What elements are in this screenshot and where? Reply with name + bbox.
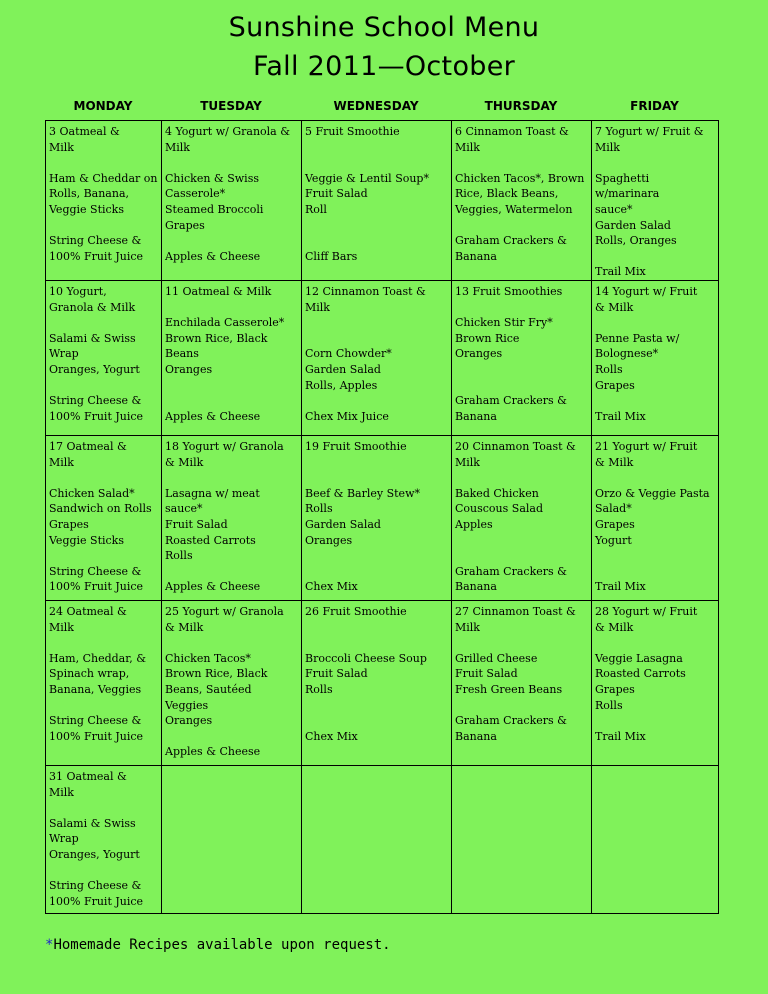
menu-item-line: Garden Salad	[595, 218, 671, 232]
menu-item-line: Rolls, Oranges	[595, 234, 677, 248]
menu-item-line: Salami & Swiss	[49, 816, 136, 830]
menu-item-line: Baked Chicken	[455, 486, 539, 500]
blank-line	[165, 378, 298, 394]
menu-item-line: 18 Yogurt w/ Granola	[165, 439, 284, 453]
day-cell	[162, 280, 302, 435]
day-cell	[592, 121, 719, 281]
menu-item-line: Milk	[49, 140, 74, 154]
menu-item-line: Apples & Cheese	[165, 580, 261, 594]
menu-item-line: 11 Oatmeal & Milk	[165, 284, 272, 298]
menu-item-line: Yogurt	[595, 533, 632, 547]
menu-item-line: Sandwich on Rolls	[49, 502, 152, 516]
menu-item-line: Fruit Salad	[455, 667, 518, 681]
day-cell	[592, 765, 719, 913]
blank-line	[49, 315, 158, 331]
day-cell	[162, 765, 302, 913]
menu-item-line: Milk	[165, 140, 190, 154]
menu-item-line: Graham Crackers &	[455, 564, 567, 578]
menu-item-line: 28 Yogurt w/ Fruit	[595, 604, 698, 618]
menu-item-line: Salami & Swiss	[49, 331, 136, 345]
menu-item-line: Penne Pasta w/	[595, 331, 680, 345]
day-cell	[46, 280, 162, 435]
day-cell	[302, 280, 452, 435]
menu-item-line: Milk	[305, 300, 330, 314]
menu-item-line: Beans, Sautéed Veggies	[165, 682, 252, 712]
menu-item-line: String Cheese &	[49, 394, 142, 408]
menu-item-line: 100% Fruit Juice	[49, 249, 144, 263]
menu-item-line: sauce*	[595, 202, 633, 216]
menu-item-line: & Milk	[165, 620, 204, 634]
menu-item-line: Apples & Cheese	[165, 745, 261, 759]
menu-item-line: Apples & Cheese	[165, 249, 261, 263]
menu-item-line: & Milk	[165, 455, 204, 469]
menu-item-line: Spaghetti w/marinara	[595, 171, 660, 201]
menu-item-line: & Milk	[595, 620, 634, 634]
menu-item-line: Veggie Sticks	[49, 202, 124, 216]
day-header-tuesday: TUESDAY	[200, 99, 262, 113]
menu-item-line: Apples	[455, 517, 493, 531]
menu-item-line: Granola & Milk	[49, 300, 136, 314]
menu-item-line: Ham, Cheddar, &	[49, 651, 147, 665]
menu-item-line: Apples & Cheese	[165, 409, 261, 423]
menu-item-line: Grapes	[165, 218, 205, 232]
blank-line	[455, 533, 588, 549]
menu-item-line: 13 Fruit Smoothies	[455, 284, 563, 298]
blank-line	[455, 470, 588, 486]
menu-item-line: & Milk	[595, 300, 634, 314]
blank-line	[305, 393, 448, 409]
menu-subtitle: Fall 2011—October	[252, 51, 516, 82]
blank-line	[305, 331, 448, 347]
footer-note	[45, 937, 391, 953]
menu-item-line: Graham Crackers &	[455, 394, 567, 408]
footer-text: Homemade Recipes available upon request.	[53, 937, 391, 953]
menu-item-line: String Cheese &	[49, 714, 142, 728]
menu-item-line: Graham Crackers &	[455, 234, 567, 248]
blank-line	[165, 635, 298, 651]
week-row	[46, 765, 719, 913]
blank-line	[305, 620, 448, 636]
menu-item-line: Chex Mix	[305, 729, 358, 743]
blank-line	[455, 362, 588, 378]
blank-line	[49, 863, 158, 879]
menu-item-line: Fruit Salad	[165, 517, 228, 531]
menu-item-line: Fruit Salad	[305, 667, 368, 681]
menu-item-line: Oranges, Yogurt	[49, 847, 140, 861]
week-row	[46, 121, 719, 281]
menu-item-line: Brown Rice, Black	[165, 331, 268, 345]
day-header-friday: FRIDAY	[630, 99, 679, 113]
menu-item-line: Cliff Bars	[305, 249, 358, 263]
blank-line	[165, 300, 298, 316]
day-cell	[452, 280, 592, 435]
menu-item-line: Roll	[305, 202, 327, 216]
blank-line	[305, 470, 448, 486]
menu-item-line: Banana	[455, 409, 497, 423]
menu-item-line: Oranges	[165, 714, 213, 728]
blank-line	[49, 218, 158, 234]
blank-line	[455, 548, 588, 564]
day-cell	[162, 600, 302, 765]
day-header-monday: MONDAY	[73, 99, 133, 113]
blank-line	[49, 470, 158, 486]
day-cell	[302, 435, 452, 600]
day-cell	[592, 280, 719, 435]
menu-item-line: Orzo & Veggie Pasta	[595, 486, 710, 500]
menu-item-line: Beef & Barley Stew*	[305, 486, 420, 500]
menu-item-line: Chex Mix	[305, 580, 358, 594]
menu-item-line: sauce*	[165, 502, 203, 516]
menu-item-line: Veggie & Lentil Soup*	[305, 171, 429, 185]
menu-item-line: Rolls	[305, 682, 333, 696]
menu-item-line: Broccoli Cheese Soup	[305, 651, 427, 665]
menu-item-line: Brown Rice	[455, 331, 520, 345]
blank-line	[49, 635, 158, 651]
blank-line	[455, 218, 588, 234]
menu-item-line: Lasagna w/ meat	[165, 486, 260, 500]
menu-item-line: 19 Fruit Smoothie	[305, 439, 407, 453]
menu-item-line: 7 Yogurt w/ Fruit &	[595, 125, 704, 138]
menu-item-line: Steamed Broccoli	[165, 202, 264, 216]
menu-item-line: Trail Mix	[595, 580, 646, 594]
blank-line	[49, 800, 158, 816]
menu-item-line: Enchilada Casserole*	[165, 316, 285, 330]
blank-line	[305, 564, 448, 580]
blank-line	[305, 218, 448, 234]
blank-line	[165, 729, 298, 745]
menu-item-line: Banana, Veggies	[49, 682, 142, 696]
menu-item-line: 25 Yogurt w/ Granola	[165, 604, 284, 618]
menu-item-line: Corn Chowder*	[305, 347, 392, 361]
menu-item-line: Trail Mix	[595, 409, 646, 423]
menu-item-line: Rolls	[595, 698, 623, 712]
blank-line	[305, 315, 448, 331]
menu-item-line: Rolls, Banana,	[49, 187, 130, 201]
blank-line	[595, 470, 715, 486]
menu-item-line: Oranges, Yogurt	[49, 362, 140, 376]
menu-item-line: Veggie Lasagna	[595, 651, 683, 665]
blank-line	[595, 249, 715, 265]
day-cell	[302, 121, 452, 281]
day-cell	[162, 435, 302, 600]
menu-item-line: Milk	[455, 455, 480, 469]
menu-item-line: Bolognese*	[595, 347, 659, 361]
menu-item-line: 100% Fruit Juice	[49, 894, 144, 908]
menu-item-line: Banana	[455, 249, 497, 263]
menu-item-line: Fresh Green Beans	[455, 682, 563, 696]
menu-item-line: Veggie Sticks	[49, 533, 124, 547]
menu-item-line: Roasted Carrots	[165, 533, 256, 547]
menu-item-line: Wrap	[49, 832, 79, 846]
blank-line	[455, 635, 588, 651]
menu-item-line: Oranges	[165, 362, 213, 376]
menu-item-line: Chicken & Swiss	[165, 171, 259, 185]
menu-item-line: String Cheese &	[49, 879, 142, 893]
blank-line	[305, 635, 448, 651]
blank-line	[595, 635, 715, 651]
menu-item-line: 21 Yogurt w/ Fruit	[595, 439, 698, 453]
menu-item-line: Garden Salad	[305, 362, 381, 376]
menu-item-line: Grilled Cheese	[455, 651, 538, 665]
menu-item-line: Grapes	[49, 517, 89, 531]
blank-line	[165, 155, 298, 171]
blank-line	[305, 140, 448, 156]
blank-line	[305, 155, 448, 171]
blank-line	[455, 155, 588, 171]
menu-calendar-table	[45, 120, 719, 914]
blank-line	[49, 155, 158, 171]
menu-item-line: String Cheese &	[49, 234, 142, 248]
blank-line	[165, 393, 298, 409]
menu-item-line: Oranges	[455, 347, 503, 361]
menu-item-line: Banana	[455, 580, 497, 594]
blank-line	[455, 378, 588, 394]
day-cell	[452, 765, 592, 913]
blank-line	[165, 564, 298, 580]
menu-item-line: Chicken Stir Fry*	[455, 316, 553, 330]
menu-title: Sunshine School Menu	[228, 12, 540, 43]
menu-item-line: 100% Fruit Juice	[49, 409, 144, 423]
menu-item-line: Trail Mix	[595, 729, 646, 743]
menu-item-line: Couscous Salad	[455, 502, 543, 516]
menu-item-line: Rolls	[595, 362, 623, 376]
menu-item-line: Garden Salad	[305, 517, 381, 531]
blank-line	[595, 564, 715, 580]
menu-item-line: Rolls, Apples	[305, 378, 378, 392]
menu-item-line: 27 Cinnamon Toast &	[455, 604, 576, 618]
menu-item-line: 100% Fruit Juice	[49, 580, 144, 594]
menu-item-line: Rolls	[305, 502, 333, 516]
day-header-thursday: THURSDAY	[484, 99, 558, 113]
footer-asterisk: *	[45, 937, 54, 953]
menu-item-line: Graham Crackers &	[455, 714, 567, 728]
week-row	[46, 435, 719, 600]
menu-item-line: Milk	[455, 140, 480, 154]
day-cell	[46, 765, 162, 913]
menu-item-line: 4 Yogurt w/ Granola &	[165, 125, 291, 138]
menu-item-line: Brown Rice, Black	[165, 667, 268, 681]
menu-item-line: Grapes	[595, 682, 635, 696]
blank-line	[305, 698, 448, 714]
week-row	[46, 280, 719, 435]
day-header-wednesday: WEDNESDAY	[333, 99, 419, 113]
menu-item-line: 31 Oatmeal &	[49, 769, 127, 783]
menu-item-line: Salad*	[595, 502, 632, 516]
menu-item-line: 20 Cinnamon Toast &	[455, 439, 576, 453]
blank-line	[595, 393, 715, 409]
menu-item-line: Spinach wrap,	[49, 667, 130, 681]
menu-item-line: 26 Fruit Smoothie	[305, 604, 407, 618]
menu-item-line: Casserole*	[165, 187, 226, 201]
day-cell	[46, 121, 162, 281]
menu-item-line: Rice, Black Beans,	[455, 187, 559, 201]
menu-item-line: Rolls	[165, 549, 193, 563]
menu-item-line: Trail Mix	[595, 265, 646, 279]
day-cell	[452, 435, 592, 600]
menu-item-line: Veggies, Watermelon	[455, 202, 573, 216]
menu-item-line: String Cheese &	[49, 564, 142, 578]
menu-item-line: Grapes	[595, 517, 635, 531]
menu-item-line: Milk	[455, 620, 480, 634]
blank-line	[595, 155, 715, 171]
blank-line	[165, 470, 298, 486]
menu-item-line: Wrap	[49, 347, 79, 361]
blank-line	[595, 713, 715, 729]
menu-item-line: 17 Oatmeal &	[49, 439, 127, 453]
menu-item-line: Chicken Salad*	[49, 486, 135, 500]
menu-item-line: Milk	[49, 785, 74, 799]
blank-line	[305, 548, 448, 564]
blank-line	[455, 698, 588, 714]
blank-line	[49, 548, 158, 564]
day-cell	[46, 600, 162, 765]
day-cell	[302, 600, 452, 765]
menu-item-line: Fruit Salad	[305, 187, 368, 201]
blank-line	[455, 300, 588, 316]
menu-item-line: Grapes	[595, 378, 635, 392]
menu-item-line: Beans	[165, 347, 199, 361]
day-cell	[452, 600, 592, 765]
menu-item-line: & Milk	[595, 455, 634, 469]
blank-line	[49, 698, 158, 714]
menu-item-line: Roasted Carrots	[595, 667, 686, 681]
blank-line	[49, 378, 158, 394]
menu-item-line: 3 Oatmeal &	[49, 125, 120, 138]
blank-line	[305, 713, 448, 729]
day-cell	[302, 765, 452, 913]
blank-line	[165, 233, 298, 249]
menu-item-line: 12 Cinnamon Toast &	[305, 284, 426, 298]
menu-item-line: 10 Yogurt,	[49, 284, 107, 298]
menu-item-line: Chicken Tacos*, Brown	[455, 171, 585, 185]
menu-item-line: Ham & Cheddar on	[49, 171, 158, 185]
blank-line	[595, 548, 715, 564]
menu-item-line: Banana	[455, 729, 497, 743]
menu-item-line: Chicken Tacos*	[165, 651, 251, 665]
menu-item-line: 100% Fruit Juice	[49, 729, 144, 743]
day-cell	[46, 435, 162, 600]
menu-item-line: Milk	[49, 455, 74, 469]
week-row	[46, 600, 719, 765]
day-cell	[162, 121, 302, 281]
menu-item-line: Milk	[595, 140, 620, 154]
menu-item-line: 24 Oatmeal &	[49, 604, 127, 618]
menu-item-line: 14 Yogurt w/ Fruit	[595, 284, 698, 298]
blank-line	[305, 455, 448, 471]
menu-item-line: Oranges	[305, 533, 353, 547]
menu-item-line: Milk	[49, 620, 74, 634]
day-cell	[592, 435, 719, 600]
menu-item-line: Chex Mix Juice	[305, 409, 389, 423]
blank-line	[305, 233, 448, 249]
day-cell	[592, 600, 719, 765]
menu-item-line: 5 Fruit Smoothie	[305, 125, 400, 138]
menu-item-line: 6 Cinnamon Toast &	[455, 125, 569, 138]
day-cell	[452, 121, 592, 281]
blank-line	[595, 315, 715, 331]
